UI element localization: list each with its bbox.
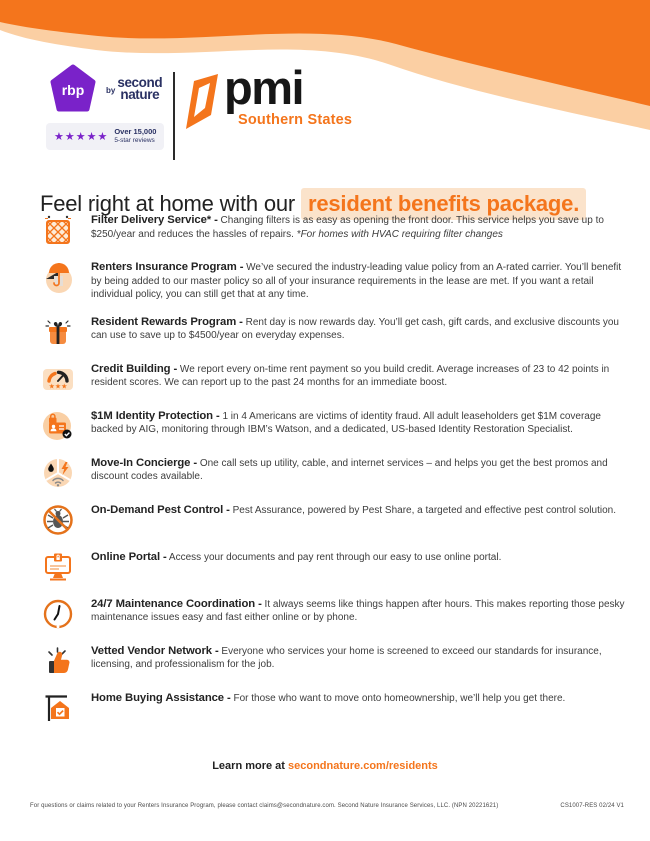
pmi-logo-text: pmi (224, 61, 304, 114)
benefit-description: For those who want to move onto homeownership, we’ll help you get there. (230, 692, 566, 704)
benefit-description: Pest Assurance, powered by Pest Share, a targeted and effective pest control solution. (229, 504, 616, 516)
benefit-row-vendor-network (40, 644, 628, 678)
reviews-count: Over 15,000 (114, 127, 157, 136)
benefit-row-move-in-concierge (40, 456, 628, 490)
benefit-title: Online Portal - (91, 550, 167, 563)
fine-print-text: For questions or claims related to your Renters Insurance Program, please contact claims@secondnature.com. Second Nature Insurance Services, LLC. (NPN 20221621) (30, 803, 499, 809)
headline-highlight: resident benefits package. (301, 188, 586, 220)
online-portal-icon (40, 550, 76, 584)
pmi-flag-icon (186, 73, 222, 135)
benefit-row-renters-insurance (40, 260, 628, 302)
benefit-row-credit-building (40, 362, 628, 396)
pest-control-icon (40, 503, 76, 537)
by-label: by (106, 85, 116, 95)
utilities-icon (40, 456, 76, 490)
benefit-row-resident-rewards (40, 315, 628, 349)
pmi-region-text: Southern States (238, 112, 353, 128)
learn-more-link[interactable]: secondnature.com/residents (288, 760, 438, 772)
learn-more-line (0, 760, 650, 772)
benefits-list (40, 213, 628, 738)
benefit-row-pest-control (40, 503, 628, 537)
benefit-title: Home Buying Assistance - (91, 691, 231, 704)
clock-icon (40, 597, 76, 631)
benefit-row-filter-delivery (40, 213, 628, 247)
reviews-label: 5-star reviews (114, 137, 155, 144)
pmi-logo (186, 61, 353, 135)
benefit-description: We report every on-time rent payment so you build credit. Average increases of 23 to 42 points in resident scores. We can report up to the past 24 months for an immediate boost. (91, 363, 610, 389)
benefit-note: *For homes with HVAC requiring filter changes (293, 228, 503, 240)
document-code: CS1007-RES 02/24 V1 (560, 803, 624, 809)
benefit-row-identity-protection (40, 409, 628, 443)
benefit-description: Rent day is now rewards day. You’ll get cash, gift cards, and exclusive discounts you can use to save up to $4500/year on everyday expenses. (91, 316, 619, 342)
benefit-description: 1 in 4 Americans are victims of identity fraud. All adult leaseholders get $1M coverage backed by AIG, monitoring through IBM’s Watson, and a dedicated, US-based Identity Restoration Specialist. (91, 410, 601, 436)
five-stars-icon: ★★★★★ (54, 130, 109, 143)
svg-text:★★★: ★★★ (48, 383, 68, 391)
benefit-title: Move-In Concierge - (91, 456, 198, 469)
rbp-logo-text: rbp (61, 82, 85, 98)
logo-lockup (46, 62, 606, 164)
umbrella-house-icon (40, 260, 76, 294)
thumbs-up-icon (40, 644, 76, 678)
benefit-row-maintenance (40, 597, 628, 631)
identity-lock-icon (40, 409, 76, 443)
brand-second: second (117, 75, 163, 90)
benefit-description: Access your documents and pay rent through our easy to use online portal. (166, 551, 502, 563)
benefit-title: $1M Identity Protection - (91, 409, 220, 422)
benefit-description: It always seems like things happen after hours. This makes reporting those pesky maintenance issues easy and fast either online or by phone. (91, 598, 625, 624)
rbp-logo-icon (46, 62, 100, 116)
benefit-description: One call sets up utility, cable, and internet services – and helps you get the best promos and discount codes available. (91, 457, 608, 483)
reviews-badge (46, 123, 164, 150)
benefit-description: We’ve secured the industry-leading value policy from an A-rated carrier. You’ll benefit by being added to our master policy so all of your insurance requirements in the lease are met. If you want a retail individual policy, you can still get that at any time. (91, 262, 622, 301)
logo-divider (173, 72, 175, 160)
benefit-description: Everyone who services your home is screened to exceed our standards for insurance, licensing, and professionalism for the job. (91, 645, 602, 671)
benefit-row-online-portal (40, 550, 628, 584)
benefit-title: Vetted Vendor Network - (91, 644, 219, 657)
benefit-title: Resident Rewards Program - (91, 315, 243, 328)
learn-more-prefix: Learn more at (212, 760, 285, 772)
gift-icon (40, 315, 76, 349)
headline-prefix: Feel right at home with our (40, 190, 296, 216)
benefit-description: Changing filters is as easy as opening the front door. This service helps you save up to $250/year and reduces the hassles of repairs. (91, 215, 604, 240)
fine-print (30, 803, 624, 809)
brand-nature: nature (120, 86, 160, 102)
second-nature-logo (106, 77, 162, 104)
home-sign-icon (40, 691, 76, 725)
benefit-title: On-Demand Pest Control - (91, 503, 230, 516)
benefit-title: 24/7 Maintenance Coordination - (91, 597, 262, 610)
credit-gauge-icon (40, 362, 76, 396)
benefit-title: Filter Delivery Service* - (91, 214, 218, 226)
filter-icon (40, 213, 76, 247)
benefit-row-home-buying (40, 691, 628, 725)
benefit-title: Credit Building - (91, 362, 178, 375)
benefit-title: Renters Insurance Program - (91, 261, 244, 273)
